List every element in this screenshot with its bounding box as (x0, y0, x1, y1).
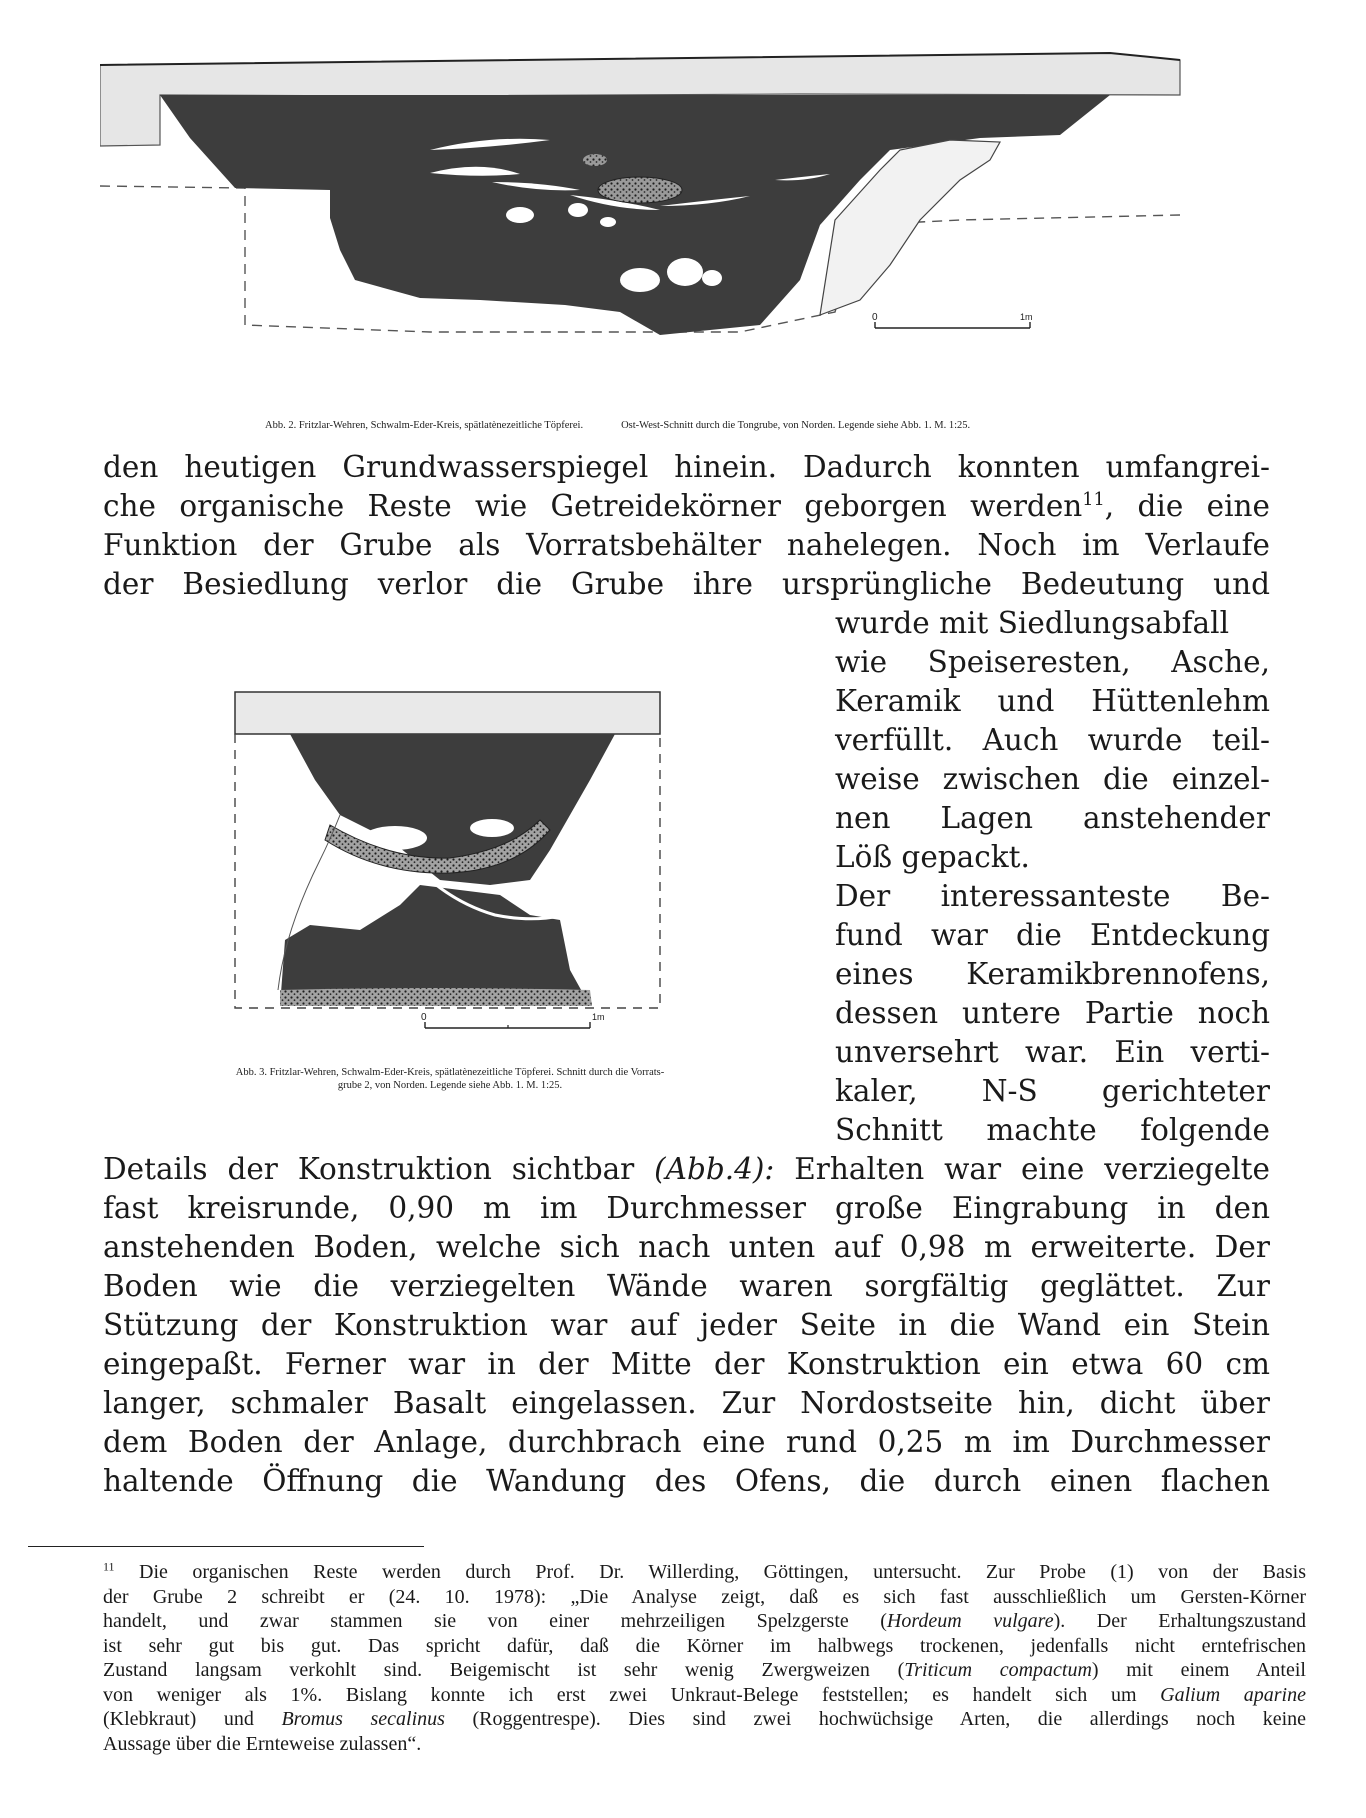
footnote-ref: 11 (1082, 490, 1105, 511)
column-line-14: Schnitt machte folgende (835, 1113, 1270, 1147)
body-line-13: haltende Öffnung die Wandung des Ofens, die durch einen flachen (103, 1464, 1270, 1498)
column-line-3: Keramik und Hüttenlehm (835, 684, 1270, 718)
body-line-2: che organische Reste wie Getreidekörner geborgen werden$^{11}$, die eine (103, 489, 1270, 523)
column-line-6: nen Lagen anstehender (835, 801, 1270, 835)
body-line-8: Boden wie die verziegelten Wände waren sorgfältig geglättet. Zur (103, 1269, 1270, 1303)
column-line-1: wurde mit Siedlungsabfall (835, 606, 1230, 640)
body-line-12: dem Boden der Anlage, durchbrach eine rund 0,25 m im Durchmesser (103, 1425, 1270, 1459)
column-line-2: wie Speiseresten, Asche, (835, 645, 1270, 679)
figure-2-caption (265, 420, 1265, 431)
pit-fill (160, 95, 1110, 335)
scale-end-label: 1m (1020, 312, 1033, 322)
figure-2-caption-left: Abb. 2. Fritzlar-Wehren, Schwalm-Eder-Kreis, spätlatènezeitliche Töpferei. (265, 420, 584, 431)
topsoil-band (235, 692, 660, 734)
figure-3-caption (150, 1066, 750, 1092)
column-line-4: verfüllt. Auch wurde teil- (835, 723, 1270, 757)
footnote-separator (28, 1546, 424, 1547)
column-line-13: kaler, N-S gerichteter (835, 1074, 1270, 1108)
column-line-8: Der interessanteste Be- (835, 879, 1270, 913)
figure-3-caption-line-2: grube 2, von Norden. Legende siehe Abb. 1. M. 1:25. (337, 1080, 563, 1091)
body-line-10: eingepaßt. Ferner war in der Mitte der Konstruktion ein etwa 60 cm (103, 1347, 1270, 1381)
figure-3-caption-line-1: Abb. 3. Fritzlar-Wehren, Schwalm-Eder-Kreis, spätlatènezeitliche Töpferei. Schnitt durch die Vorrats- (235, 1067, 665, 1078)
body-line-9: Stützung der Konstruktion war auf jeder Seite in die Wand ein Stein (103, 1308, 1270, 1342)
footnote-line-5: Zustand langsam verkohlt sind. Beigemischt ist sehr wenig Zwergweizen (Triticum compactum) mit einem Anteil (103, 1659, 1306, 1681)
footnote-line-2: der Grube 2 schreibt er (24. 10. 1978): „Die Analyse zeigt, daß es sich fast ausschließlich um Gersten-Körner (103, 1585, 1306, 1608)
footnote-line-3: handelt, und zwar stammen sie von einer mehrzeiligen Spelzgerste (Hordeum vulgare). Der Erhaltungszustand (103, 1610, 1306, 1632)
column-line-9: fund war die Entdeckung (835, 918, 1270, 952)
footnote-line-7: (Klebkraut) und Bromus secalinus (Roggentrespe). Dies sind zwei hochwüchsige Arten, die allerdings noch keine (103, 1708, 1307, 1730)
figure-2-section-drawing (100, 50, 1280, 400)
body-line-4: der Besiedlung verlor die Grube ihre ursprüngliche Bedeutung und (103, 567, 1270, 601)
body-line-1: den heutigen Grundwasserspiegel hinein. Dadurch konnten umfangrei- (103, 450, 1270, 484)
column-line-12: unversehrt war. Ein verti- (835, 1035, 1270, 1069)
scale-end-label: 1m (592, 1012, 605, 1022)
column-line-5: weise zwischen die einzel- (835, 762, 1270, 796)
footnote-number: 11 (103, 1559, 115, 1574)
body-line-5: Details der Konstruktion sichtbar (Abb.4): Erhalten war eine verziegelte (103, 1152, 1270, 1186)
column-line-10: eines Keramikbrennofens, (835, 957, 1270, 991)
scale-start-label: 0 (421, 1012, 427, 1023)
footnote-line-8: Aussage über die Ernteweise zulassen“. (103, 1732, 422, 1755)
body-line-6: fast kreisrunde, 0,90 m im Durchmesser große Eingrabung in den (103, 1191, 1270, 1225)
footnote-line-1: $^{11}$ Die organischen Reste werden durch Prof. Dr. Willerding, Göttingen, untersucht. Zur Probe (1) von der Basis (103, 1559, 1306, 1583)
column-line-11: dessen untere Partie noch (835, 996, 1270, 1030)
scale-start-label: 0 (872, 312, 878, 323)
footnote-line-4: ist sehr gut bis gut. Das spricht dafür, daß die Körner im halbwegs trockenen, jedenfalls nicht erntefrischen (103, 1634, 1306, 1657)
figure-2-caption-right: Ost-West-Schnitt durch die Tongrube, von Norden. Legende siehe Abb. 1. M. 1:25. (621, 420, 971, 431)
column-line-7: Löß gepackt. (835, 840, 1030, 874)
footnote-line-6: von weniger als 1%. Bislang konnte ich erst zwei Unkraut-Belege feststellen; es handelt sich um Galium aparine (103, 1683, 1306, 1706)
figure-3-section-drawing (230, 690, 670, 1040)
body-line-7: anstehenden Boden, welche sich nach unten auf 0,98 m erweiterte. Der (103, 1230, 1270, 1264)
body-line-11: langer, schmaler Basalt eingelassen. Zur Nordostseite hin, dicht über (103, 1386, 1270, 1420)
figure-reference: (Abb.4): (654, 1152, 775, 1186)
body-line-3: Funktion der Grube als Vorratsbehälter nahelegen. Noch im Verlaufe (103, 528, 1270, 562)
